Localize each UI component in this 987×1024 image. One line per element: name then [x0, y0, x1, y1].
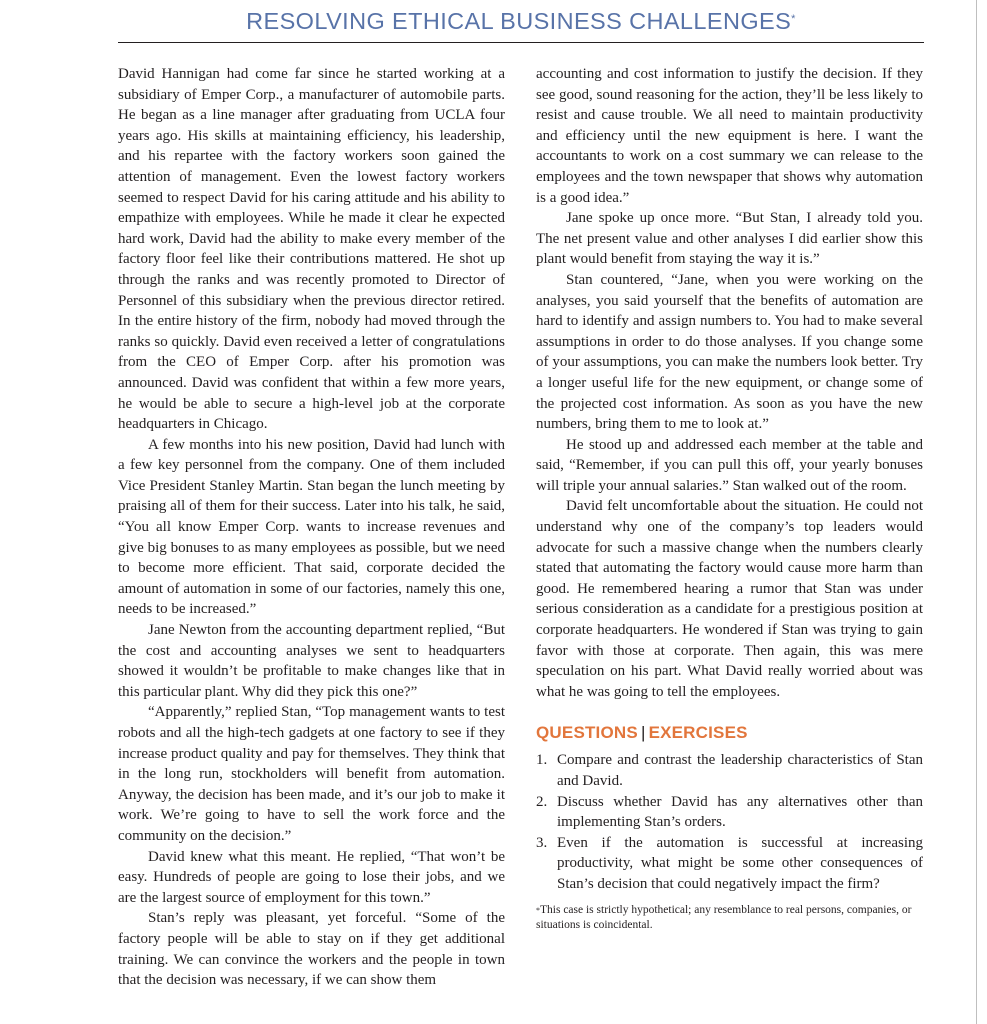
- questions-heading-right: EXERCISES: [648, 723, 748, 743]
- paragraph: Stan’s reply was pleasant, yet forceful. “Some of the factory people will be able to stay on if they get additional training. We can convince the workers and the people in town that the decision was necessary, if we can show them: [118, 910, 505, 989]
- right-column: [536, 64, 923, 933]
- page-title: [118, 6, 924, 36]
- paragraph: He stood up and addressed each member at the table and said, “Remember, if you can pull this off, your yearly bonuses will triple your annual salaries.” Stan walked out of the room.: [536, 436, 923, 494]
- questions-heading: [536, 722, 923, 744]
- left-column: [118, 64, 505, 991]
- paragraph: Jane Newton from the accounting department replied, “But the cost and accounting analyses we sent to headquarters showed it wouldn’t be profitable to make changes like that in this particular plant. Why did they pick this one?”: [118, 622, 505, 700]
- paragraph: “Apparently,” replied Stan, “Top management wants to test robots and all the high-tech gadgets at one factory to see if they increase product quality and pay for themselves. They think that in the long run, stockholders will benefit from automation. Anyway, the decision has been made, and it’s our job to make it work. We’re going to have to sell the work force and the community on the decision.”: [118, 704, 505, 844]
- question-text: Discuss whether David has any alternatives other than implementing Stan’s orders.: [557, 793, 923, 831]
- paragraph: A few months into his new position, David had lunch with a few key personnel from the company. One of them included Vice President Stanley Martin. Stan began the lunch meeting by praising all of them for their success. Later into his talk, he said, “You all know Emper Corp. wants to increase revenues and give big bonuses to as many employees as possible, but we need to become more efficient. That said, corporate decided the amount of automation in some of our factories, namely this one, needs to be increased.”: [118, 436, 505, 618]
- question-number: 3.: [536, 834, 548, 851]
- question-number: 2.: [536, 793, 548, 810]
- questions-heading-left: QUESTIONS: [536, 723, 638, 743]
- paragraph: David knew what this meant. He replied, “That won’t be easy. Hundreds of people are going to lose their jobs, and we are the largest source of employment for this town.”: [118, 848, 505, 906]
- question-item: [536, 833, 923, 895]
- question-item: [536, 750, 923, 791]
- page-edge-rule: [976, 0, 977, 1024]
- page-title-text: RESOLVING ETHICAL BUSINESS CHALLENGES: [246, 8, 792, 34]
- question-text: Even if the automation is successful at increasing productivity, what might be some other consequences of Stan’s decision that could negatively impact the firm?: [557, 834, 923, 892]
- footnote-mark: *: [536, 905, 540, 915]
- page-title-footnote-mark: *: [791, 13, 796, 25]
- heading-separator: |: [640, 723, 646, 743]
- paragraph: David felt uncomfortable about the situation. He could not understand why one of the company’s top leaders would advocate for such a massive change when the numbers clearly stated that automating the factory would cause more harm than good. He remembered hearing a rumor that Stan was under serious consideration as a candidate for a prestigious position at corporate headquarters. He wondered if Stan was trying to gain favor with those at corporate. Then again, this was mere speculation on his part. What David really worried about was what he was going to tell the employees.: [536, 498, 923, 700]
- paragraph: accounting and cost information to justify the decision. If they see good, sound reasoning for the action, they’ll be less likely to resist and cause trouble. We all need to maintain productivity and efficiency until the new equipment is here. I want the accountants to work on a cost summary we can release to the employees and the town newspaper that shows why automation is a good idea.”: [536, 66, 923, 206]
- paragraph: David Hannigan had come far since he started working at a subsidiary of Emper Corp., a manufacturer of automobile parts. He began as a line manager after graduating from UCLA four years ago. His skills at maintaining efficiency, his leadership, and his repartee with the factory workers soon gained the attention of management. Even the lowest factory workers seemed to respect David for his caring attitude and his ability to empathize with employees. While he made it clear he expected hard work, David had the ability to make every member of the factory floor feel like their contributions mattered. He shot up through the ranks and was recently promoted to Director of Personnel of this subsidiary when the previous director retired. In the entire history of the firm, nobody had moved through the ranks so quickly. David even received a letter of congratulations from the CEO of Emper Corp. after his promotion was announced. David was confident that within a few more years, he would be able to secure a high-level job at the corporate headquarters in Chicago.: [118, 66, 505, 433]
- footnote-text: This case is strictly hypothetical; any resemblance to real persons, companies, or situations is coincidental.: [536, 903, 912, 931]
- footnote: [536, 903, 923, 933]
- paragraph: Jane spoke up once more. “But Stan, I already told you. The net present value and other analyses I did earlier show this plant would benefit from staying the way it is.”: [536, 210, 923, 268]
- question-item: [536, 792, 923, 833]
- question-number: 1.: [536, 752, 548, 769]
- question-text: Compare and contrast the leadership characteristics of Stan and David.: [557, 752, 923, 789]
- paragraph: Stan countered, “Jane, when you were working on the analyses, you said yourself that the benefits of automation are hard to identify and assign numbers to. You had to make several assumptions in order to do those analyses. If you change some of your assumptions, you can make the numbers look better. Try a longer useful life for the new equipment, or change some of the projected cost information. As soon as you have the new numbers, bring them to me to look at.”: [536, 271, 923, 433]
- header-divider: [118, 42, 924, 43]
- questions-list: [536, 750, 923, 894]
